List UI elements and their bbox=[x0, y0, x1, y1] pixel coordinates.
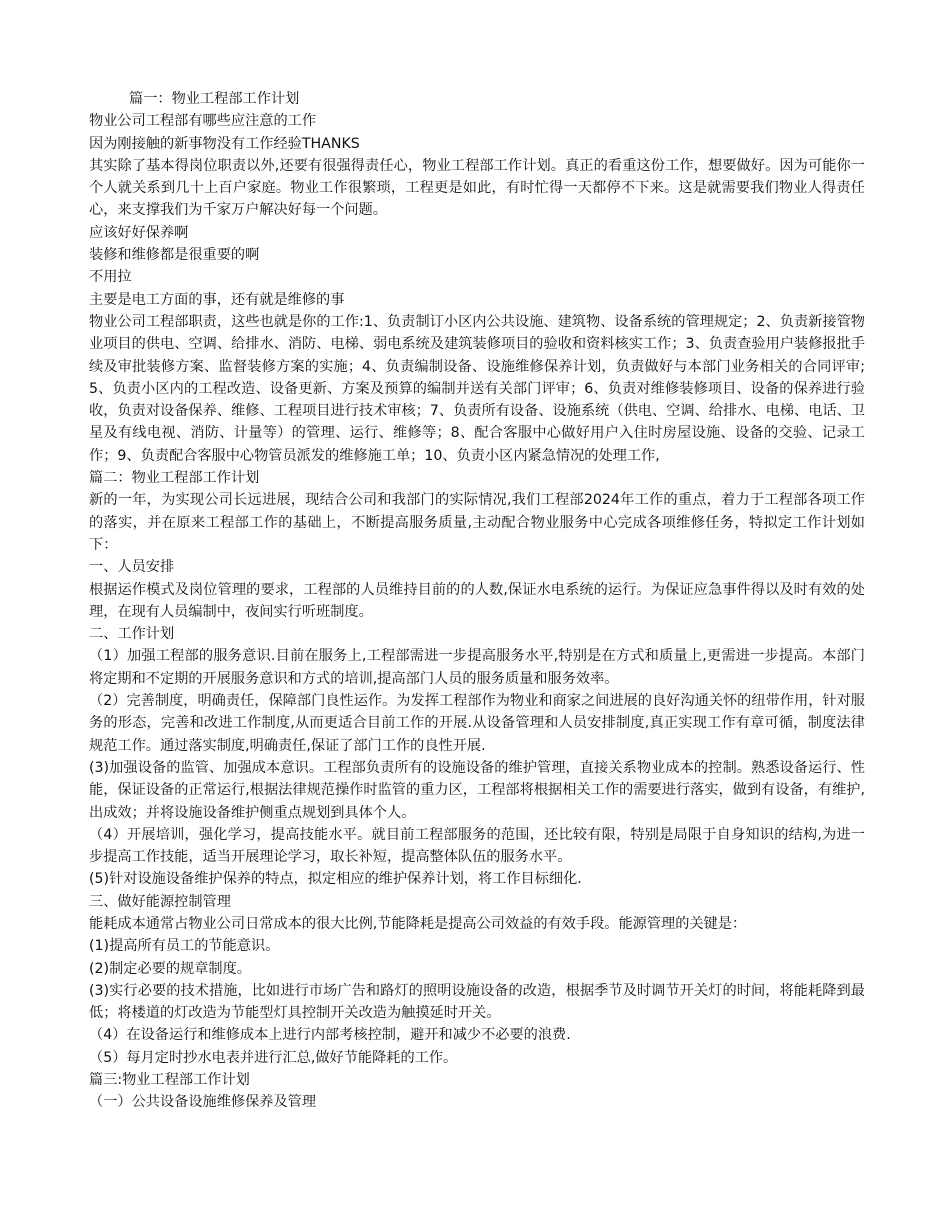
list-item: （4）在设备运行和维修成本上进行内部考核控制，避开和减少不必要的浪费. bbox=[89, 1027, 571, 1044]
list-item: (3)实行必要的技术措施，比如进行市场广告和路灯的照明设施设备的改造，根据季节及时调节开关灯的时间，将能耗降到最低；将楼道的灯改造为节能型灯具控制开关改造为触摸延时开关。 bbox=[89, 982, 865, 1022]
list-item: (2)制定必要的规章制度。 bbox=[89, 960, 251, 977]
question-detail: 因为刚接触的新事物没有工作经验THANKS bbox=[89, 135, 360, 152]
answer-paragraph: 其实除了基本得岗位职责以外,还要有很强得责任心，物业工程部工作计划。真正的看重这份工作，想要做好。因为可能你一个人就关系到几十上百户家庭。物业工作很繁琐，工程更是如此，有时忙得一天都停不下来。这是就需要我们物业人得责任心，来支撑我们为千家万户解决好每一个问题。 bbox=[89, 157, 865, 219]
list-item: （4）开展培训，强化学习，提高技能水平。就目前工程部服务的范围，还比较有限，特别是局限于自身知识的结构,为进一步提高工作技能，适当开展理论学习，取长补短，提高整体队伍的服务水平。 bbox=[89, 826, 865, 866]
question-title: 物业公司工程部有哪些应注意的工作 bbox=[89, 113, 317, 130]
list-item: （2）完善制度，明确责任，保障部门良性运作。为发挥工程部作为物业和商家之间进展的良好沟通关怀的纽带作用，针对服务的形态，完善和改进工作制度,从而更适合目前工作的开展.从设备管理和人员安排制度,真正实现工作有章可循，制度法律规范工作。通过落实制度,明确责任,保证了部门工作的良性开展. bbox=[89, 693, 865, 754]
subheading: 二、工作计划 bbox=[89, 626, 175, 643]
list-item: （5）每月定时抄水电表并进行汇总,做好节能降耗的工作。 bbox=[89, 1049, 458, 1066]
answer-line: 不用拉 bbox=[89, 269, 132, 286]
list-item: （1）加强工程部的服务意识.目前在服务上,工程部需进一步提高服务水平,特别是在方式和质量上,更需进一步提高。本部门将定期和不定期的开展服务意识和方式的培训,提高部门人员的服务质量和服务效率。 bbox=[89, 648, 865, 687]
section-title: 篇一：物业工程部工作计划 bbox=[129, 91, 300, 107]
subheading: 三、做好能源控制管理 bbox=[89, 893, 231, 910]
list-item: (1)提高所有员工的节能意识。 bbox=[89, 938, 280, 955]
section-heading: 篇二：物业工程部工作计划 bbox=[89, 470, 260, 487]
duties-paragraph: 物业公司工程部职责，这些也就是你的工作:1、负责制订小区内公共设施、建筑物、设备系统的管理规定；2、负责新接管物业项目的供电、空调、给排水、消防、电梯、弱电系统及建筑装修项目的验收和资料核实工作；3、负责查验用户装修报批手续及审批装修方案、监督装修方案的实施；4、负责编制设备、设施维修保养计划，负责做好与本部门业务相关的合同评审;5、负责小区内的工程改造、设备更新、方案及预算的编制并送有关部门评审；6、负责对维修装修项目、设备的保养进行验收，负责对设备保养、维修、工程项目进行技术审核；7、负责所有设备、设施系统（供电、空调、给排水、电梯、电话、卫星及有线电视、消防、计量等）的管理、运行、维修等；8、配合客服中心做好用户入住时房屋设施、设备的交验、记录工作；9、负责配合客服中心物管员派发的维修施工单；10、负责小区内紧急情况的处理工作, bbox=[89, 313, 865, 464]
subheading: 一、人员安排 bbox=[89, 559, 175, 576]
answer-line: 主要是电工方面的事，还有就是维修的事 bbox=[89, 291, 345, 308]
body-paragraph: 能耗成本通常占物业公司日常成本的很大比例,节能降耗是提高公司效益的有效手段。能源管理的关键是： bbox=[89, 915, 747, 932]
intro-paragraph: 新的一年，为实现公司长远进展，现结合公司和我部门的实际情况,我们工程部2024年工作的重点，着力于工程部各项工作的落实，并在原来工程部工作的基础上，不断提高服务质量,主动配合物业服务中心完成各项维修任务，特拟定工作计划如下： bbox=[89, 492, 865, 553]
list-item: (5)针对设施设备维护保养的特点，拟定相应的维护保养计划，将工作目标细化. bbox=[89, 871, 582, 888]
subheading: （一）公共设备设施维修保养及管理 bbox=[89, 1094, 317, 1111]
answer-line: 应该好好保养啊 bbox=[89, 224, 189, 241]
list-item: (3)加强设备的监管、加强成本意识。工程部负责所有的设施设备的维护管理，直接关系物业成本的控制。熟悉设备运行、性能，保证设备的正常运行,根据法律规范操作时监管的重力区，工程部将根据相关工作的需要进行落实，做到有设备，有维护,出成效；并将设施设备维护侧重点规划到具体个人。 bbox=[89, 759, 865, 821]
body-paragraph: 根据运作模式及岗位管理的要求，工程部的人员维持目前的的人数,保证水电系统的运行。为保证应急事件得以及时有效的处理，在现有人员编制中，夜间实行听班制度。 bbox=[89, 581, 865, 620]
answer-line: 装修和维修都是很重要的啊 bbox=[89, 247, 260, 264]
section-heading: 篇三:物业工程部工作计划 bbox=[89, 1072, 250, 1089]
document-body bbox=[89, 88, 865, 1114]
